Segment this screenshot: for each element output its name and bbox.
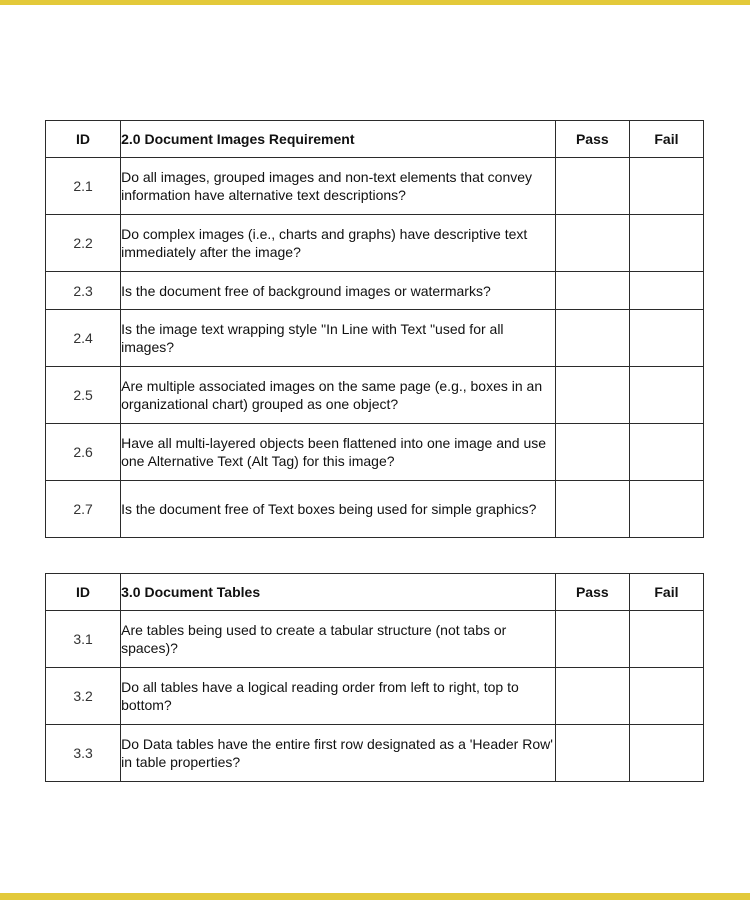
row-id: 3.1 (46, 611, 121, 668)
pass-cell[interactable] (555, 481, 629, 538)
pass-cell[interactable] (555, 367, 629, 424)
fail-cell[interactable] (629, 725, 703, 782)
pass-column-header: Pass (555, 574, 629, 611)
pass-cell[interactable] (555, 725, 629, 782)
table-row (46, 668, 704, 725)
table-row (46, 367, 704, 424)
requirement-column-header: 2.0 Document Images Requirement (121, 121, 556, 158)
row-id: 3.2 (46, 668, 121, 725)
row-id: 2.6 (46, 424, 121, 481)
id-column-header: ID (46, 121, 121, 158)
row-id: 2.7 (46, 481, 121, 538)
pass-cell[interactable] (555, 611, 629, 668)
table-header-row (46, 574, 704, 611)
pass-cell[interactable] (555, 424, 629, 481)
row-id: 3.3 (46, 725, 121, 782)
table-header-row (46, 121, 704, 158)
fail-cell[interactable] (629, 310, 703, 367)
fail-column-header: Fail (629, 574, 703, 611)
table-row (46, 158, 704, 215)
row-id: 2.4 (46, 310, 121, 367)
table-row (46, 725, 704, 782)
fail-cell[interactable] (629, 481, 703, 538)
row-question: Are multiple associated images on the same page (e.g., boxes in an organizational chart) grouped as one object? (121, 367, 556, 424)
tables-requirements-table (45, 573, 704, 782)
fail-cell[interactable] (629, 272, 703, 310)
row-question: Are tables being used to create a tabular structure (not tabs or spaces)? (121, 611, 556, 668)
fail-cell[interactable] (629, 424, 703, 481)
requirement-column-header: 3.0 Document Tables (121, 574, 556, 611)
pass-column-header: Pass (555, 121, 629, 158)
table-row (46, 481, 704, 538)
images-requirements-table (45, 120, 704, 538)
bottom-border-bar (0, 893, 750, 900)
row-question: Is the image text wrapping style "In Line with Text "used for all images? (121, 310, 556, 367)
table-row (46, 424, 704, 481)
fail-cell[interactable] (629, 158, 703, 215)
fail-cell[interactable] (629, 668, 703, 725)
pass-cell[interactable] (555, 158, 629, 215)
top-border-bar (0, 0, 750, 5)
fail-cell[interactable] (629, 611, 703, 668)
row-question: Do complex images (i.e., charts and graphs) have descriptive text immediately after the image? (121, 215, 556, 272)
row-question: Have all multi-layered objects been flattened into one image and use one Alternative Text (Alt Tag) for this image? (121, 424, 556, 481)
fail-cell[interactable] (629, 367, 703, 424)
row-id: 2.3 (46, 272, 121, 310)
pass-cell[interactable] (555, 668, 629, 725)
pass-cell[interactable] (555, 215, 629, 272)
row-id: 2.2 (46, 215, 121, 272)
table-row (46, 310, 704, 367)
fail-cell[interactable] (629, 215, 703, 272)
row-question: Do Data tables have the entire first row designated as a 'Header Row' in table properties? (121, 725, 556, 782)
row-question: Do all images, grouped images and non-text elements that convey information have alternative text descriptions? (121, 158, 556, 215)
pass-cell[interactable] (555, 272, 629, 310)
row-question: Is the document free of background images or watermarks? (121, 272, 556, 310)
table-row (46, 215, 704, 272)
fail-column-header: Fail (629, 121, 703, 158)
row-question: Do all tables have a logical reading order from left to right, top to bottom? (121, 668, 556, 725)
table-row (46, 272, 704, 310)
row-id: 2.5 (46, 367, 121, 424)
row-id: 2.1 (46, 158, 121, 215)
table-row (46, 611, 704, 668)
id-column-header: ID (46, 574, 121, 611)
pass-cell[interactable] (555, 310, 629, 367)
row-question: Is the document free of Text boxes being used for simple graphics? (121, 481, 556, 538)
